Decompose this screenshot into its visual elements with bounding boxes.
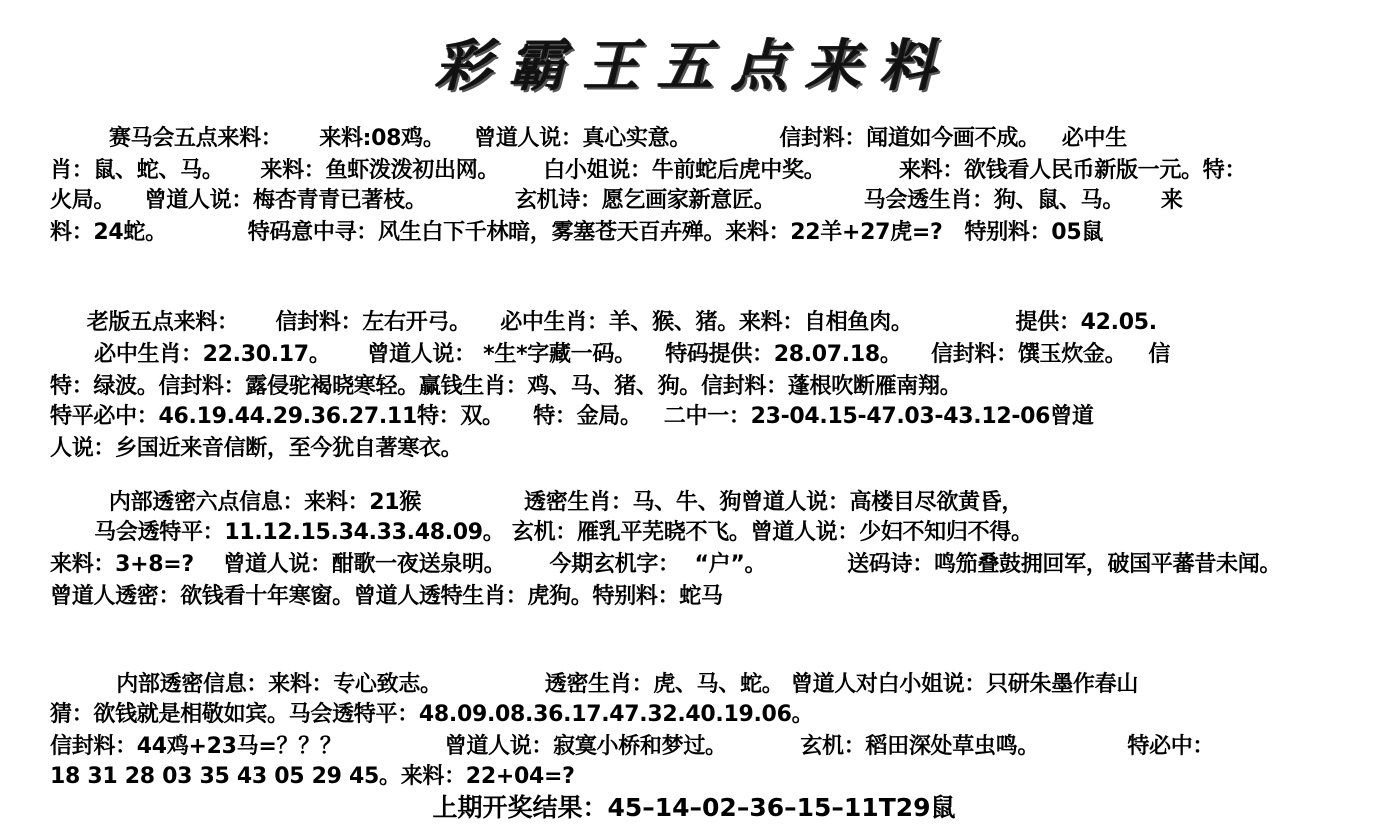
text-line: 赛马会五点来料： 来料:08鸡。 曾道人说：真心实意。 信封料：闻道如今画不成。 必中生 [50, 126, 1127, 151]
text-line: 火局。 曾道人说：梅杏青青已著枝。 玄机诗：愿乞画家新意匠。 马会透生肖：狗、鼠、马。 来 [50, 188, 1183, 213]
text-line: 特：绿波。信封料：露侵驼褐晓寒轻。赢钱生肖：鸡、马、猪、狗。信封料：蓬根吹断雁南翔。 [50, 374, 962, 399]
text-line: 老版五点来料： 信封料：左右开弓。 必中生肖：羊、猴、猪。来料：自相鱼肉。 提供：42.05. [50, 310, 1157, 335]
text-line: 特平必中：46.19.44.29.36.27.11特：双。 特：金局。 二中一：23-04.15-47.03-43.12-06曾道 [50, 404, 1094, 429]
text-line: 信封料：44鸡+23马=？？？ 曾道人说：寂寞小桥和梦过。 玄机：稻田深处草虫鸣。 特必中： [50, 734, 1215, 759]
text-line: 曾道人透密：欲钱看十年寒窗。曾道人透特生肖：虎狗。特别料：蛇马 [50, 584, 723, 609]
text-line: 来料：3+8=? 曾道人说：酣歌一夜送泉明。 今期玄机字： “户”。 送码诗：鸣笳叠鼓拥回军，破国平蕃昔未闻。 [50, 552, 1282, 577]
text-line: 必中生肖：22.30.17。 曾道人说： *生*字藏一码。 特码提供：28.07.18。 信封料：馔玉炊金。 信 [50, 342, 1171, 367]
text-line: 马会透特平：11.12.15.34.33.48.09。 玄机：雁乳平芜晓不飞。曾道人说：少妇不知归不得。 [50, 520, 1033, 545]
text-line: 18 31 28 03 35 43 05 29 45。来料：22+04=? [50, 764, 575, 789]
text-line: 内部透密六点信息：来料：21猴 透密生肖：马、牛、狗曾道人说：高楼目尽欲黄昏， [50, 490, 1024, 515]
text-line: 肖：鼠、蛇、马。 来料：鱼虾泼泼初出网。 白小姐说：牛前蛇后虎中奖。 来料：欲钱看人民币新版一元。特： [50, 158, 1247, 183]
text-line: 猜：欲钱就是相敬如宾。马会透特平：48.09.08.36.17.47.32.40.19.06。 [50, 702, 814, 727]
text-line: 人说：乡国近来音信断，至今犹自著寒衣。 [50, 436, 463, 461]
last-draw-result: 上期开奖结果：45–14–02–36–15–11T29鼠 [432, 793, 956, 822]
text-line: 内部透密信息：来料：专心致志。 透密生肖：虎、马、蛇。 曾道人对白小姐说：只研朱墨作春山 [50, 672, 1139, 697]
page-title: 彩霸王五点来料 [435, 33, 953, 99]
text-line: 料：24蛇。 特码意中寻：风生白下千林暗，雾塞苍天百卉殚。来料：22羊+27虎=? 特别料：05鼠 [50, 220, 1104, 245]
